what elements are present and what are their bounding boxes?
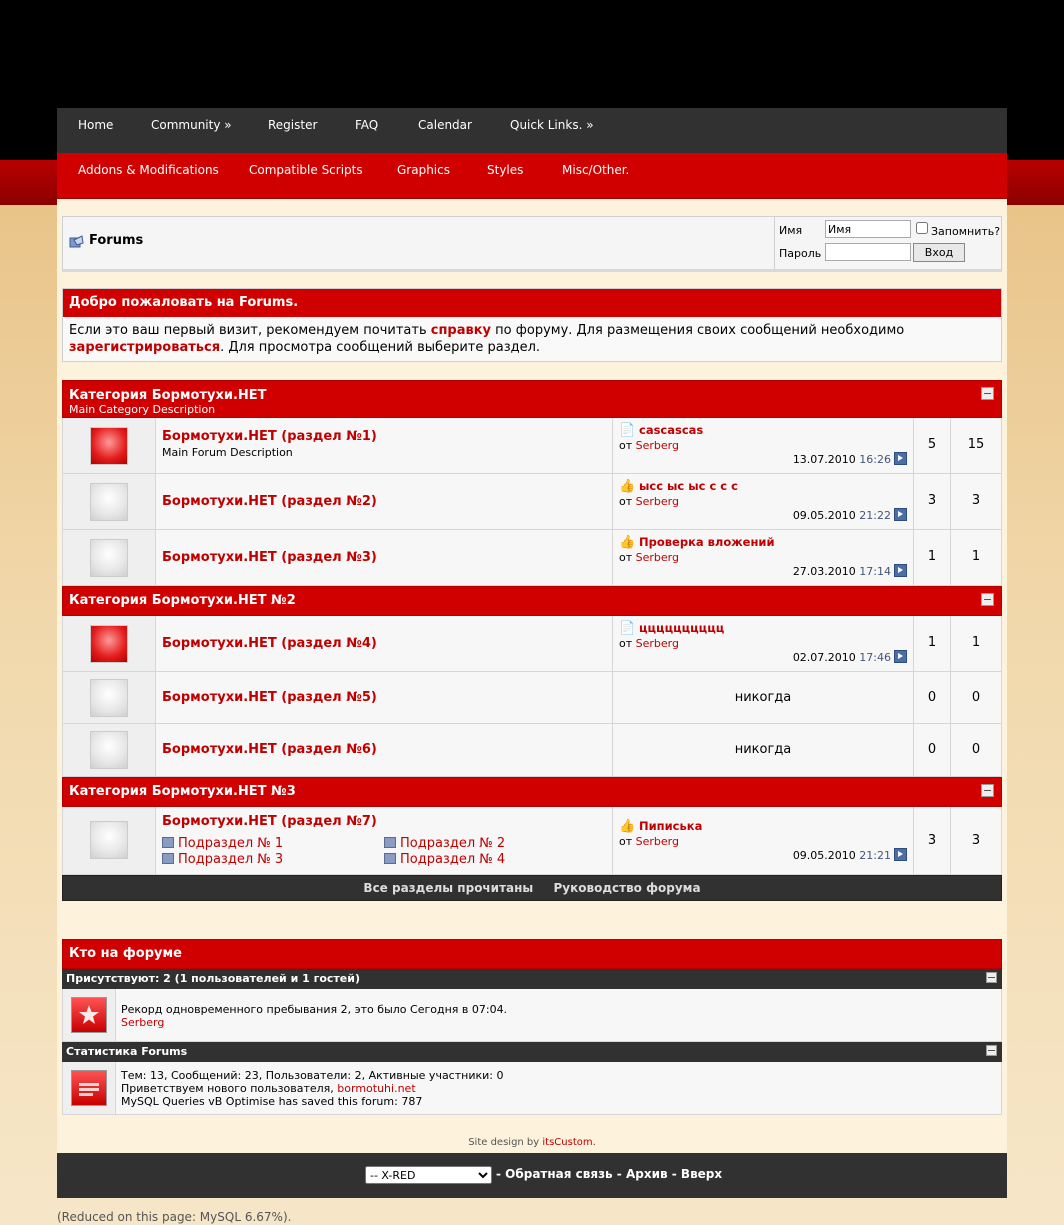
- design-credit: [57, 1137, 1007, 1148]
- nav-quick-links[interactable]: Quick Links. »: [510, 118, 594, 132]
- nav-community[interactable]: Community »: [151, 118, 232, 132]
- mark-all-read-link[interactable]: Все разделы прочитаны: [363, 881, 534, 895]
- last-post-title[interactable]: cascascas: [639, 423, 704, 437]
- star-icon: [71, 997, 107, 1033]
- forum-title-cell: [156, 724, 613, 776]
- by-label: от: [619, 835, 636, 848]
- last-post-date: [793, 508, 907, 522]
- welcome-text-part: по форуму. Для размещения своих сообщений необходимо: [491, 323, 905, 338]
- thread-count: 3: [927, 493, 937, 508]
- last-post-date: [793, 848, 907, 862]
- forum-list: [62, 380, 1002, 901]
- thread-count: 1: [927, 635, 937, 650]
- forum-row: [62, 530, 1002, 586]
- welcome-box: [62, 288, 1002, 362]
- last-post-author: [619, 551, 679, 564]
- forum-no-new-posts-icon: [90, 539, 128, 577]
- last-post-title[interactable]: Пиписька: [639, 819, 703, 833]
- credit-link[interactable]: itsCustom.: [542, 1137, 596, 1148]
- author-link[interactable]: Serberg: [635, 551, 679, 564]
- password-input[interactable]: [825, 243, 911, 261]
- subforum-label: Подраздел № 4: [400, 852, 506, 867]
- forum-link[interactable]: Бормотухи.НЕТ (раздел №7): [162, 814, 377, 829]
- forum-row: [62, 616, 1002, 672]
- last-post-date: [793, 650, 907, 664]
- forum-title-cell: [156, 616, 613, 671]
- go-to-last-post-icon[interactable]: [894, 848, 907, 861]
- category-description: Main Category Description: [69, 403, 216, 416]
- thumbs-up-icon: 👍: [619, 819, 636, 834]
- welcome-title: Добро пожаловать на Forums.: [63, 289, 1001, 317]
- thread-count: 3: [927, 833, 937, 848]
- forum-new-posts-icon: [90, 427, 128, 465]
- posts-cell: [951, 672, 1001, 723]
- forum-row: [62, 724, 1002, 777]
- nav-calendar[interactable]: Calendar: [418, 118, 472, 132]
- subforum-link[interactable]: [162, 836, 283, 851]
- stats-row: [62, 1062, 1002, 1115]
- date: 09.05.2010: [792, 849, 856, 862]
- last-post-title[interactable]: Проверка вложений: [639, 535, 775, 549]
- forum-status-cell: [63, 724, 156, 776]
- posts-cell: [951, 418, 1001, 473]
- breadcrumb-bar: [62, 216, 1002, 272]
- footer-links[interactable]: - Обратная связь - Архив - Вверх: [496, 1167, 723, 1181]
- post-count: 1: [971, 549, 981, 564]
- online-users-link[interactable]: Присутствуют: 2 (1 пользователей и 1 гостей): [66, 972, 360, 985]
- go-to-last-post-icon[interactable]: [894, 650, 907, 663]
- forum-no-new-posts-icon: [90, 821, 128, 859]
- collapse-icon[interactable]: [981, 387, 994, 400]
- document-icon: 📄: [619, 621, 636, 636]
- time: 17:46: [859, 651, 891, 664]
- time: 17:14: [859, 565, 891, 578]
- last-post-cell: [613, 418, 914, 473]
- remember-label: Запомнить?: [931, 225, 1001, 238]
- category-title[interactable]: Категория Бормотухи.НЕТ: [69, 388, 267, 403]
- subforum-link[interactable]: [384, 852, 505, 867]
- post-count: 15: [967, 437, 985, 452]
- threads-cell: [914, 474, 951, 529]
- nav-home[interactable]: Home: [78, 118, 114, 132]
- subforum-icon: [162, 853, 174, 864]
- thread-count: 0: [927, 742, 937, 757]
- last-post-author: [619, 835, 679, 848]
- forum-status-cell: [63, 418, 156, 473]
- thread-count: 0: [927, 690, 937, 705]
- post-count: 1: [971, 635, 981, 650]
- last-post-cell: [613, 724, 914, 776]
- post-count: 3: [971, 493, 981, 508]
- forum-status-cell: [63, 530, 156, 585]
- posts-cell: [951, 474, 1001, 529]
- welcome-text-part: . Для просмотра сообщений выберите раздел.: [220, 340, 541, 355]
- forum-link[interactable]: Бормотухи.НЕТ (раздел №5): [162, 690, 377, 705]
- thread-count: 1: [927, 549, 937, 564]
- page-title[interactable]: Forums: [89, 233, 144, 248]
- last-post-cell: [613, 807, 914, 874]
- author-link[interactable]: Serberg: [635, 637, 679, 650]
- nav-addons[interactable]: Addons & Modifications: [78, 163, 219, 177]
- forum-title-cell: [156, 672, 613, 723]
- nav-graphics[interactable]: Graphics: [397, 163, 450, 177]
- record-text: Рекорд одновременного пребывания 2, это было Сегодня в 07:04.: [121, 1003, 508, 1016]
- subforum-label: Подраздел № 1: [178, 836, 284, 851]
- credit-prefix: Site design by: [468, 1137, 543, 1148]
- threads-cell: [914, 807, 951, 874]
- style-chooser-select[interactable]: [365, 1166, 492, 1184]
- online-users-header: [62, 969, 1002, 989]
- last-post-title[interactable]: ысс ыс ыс с с с: [639, 479, 738, 493]
- last-post-cell: [613, 474, 914, 529]
- by-label: от: [619, 439, 636, 452]
- forum-no-new-posts-icon: [90, 483, 128, 521]
- stats-line: Тем: 13, Сообщений: 23, Пользователи: 2, Активные участники: 0: [121, 1069, 504, 1082]
- help-link[interactable]: справку: [430, 323, 492, 338]
- last-post-author: [619, 495, 679, 508]
- nav-misc[interactable]: Misc/Other.: [562, 163, 630, 177]
- never-label: никогда: [734, 742, 792, 757]
- category-title[interactable]: Категория Бормотухи.НЕТ №2: [69, 593, 296, 608]
- subforum-icon: [384, 853, 396, 864]
- document-icon: 📄: [619, 423, 636, 438]
- forum-link[interactable]: Бормотухи.НЕТ (раздел №4): [162, 636, 377, 651]
- page-wrapper: [57, 108, 1007, 1198]
- last-post-title[interactable]: цццццццццц: [639, 621, 725, 635]
- main-navbar: [57, 108, 1007, 153]
- category-header: [62, 777, 1002, 807]
- threads-cell: [914, 530, 951, 585]
- nav-compatible-scripts[interactable]: Compatible Scripts: [249, 163, 363, 177]
- subforum-icon: [162, 837, 174, 848]
- by-label: от: [619, 551, 636, 564]
- queries-line: MySQL Queries vB Optimise has saved this forum: 787: [121, 1095, 423, 1108]
- newest-user-line: [121, 1082, 503, 1095]
- last-post-date: [793, 452, 907, 466]
- newest-user-link[interactable]: bormotuhi.net: [337, 1082, 416, 1095]
- go-to-last-post-icon[interactable]: [894, 564, 907, 577]
- forum-no-new-posts-icon: [90, 731, 128, 769]
- last-post-author: [619, 637, 679, 650]
- never-label: никогда: [734, 690, 792, 705]
- subforum-label: Подраздел № 2: [400, 836, 506, 851]
- last-post-author: [619, 439, 679, 452]
- forum-status-cell: [63, 672, 156, 723]
- subforum-icon: [384, 837, 396, 848]
- forum-title-cell: [156, 530, 613, 585]
- forum-status-cell: [63, 616, 156, 671]
- forum-link[interactable]: Бормотухи.НЕТ (раздел №6): [162, 742, 377, 757]
- welcome-text-part: Если это ваш первый визит, рекомендуем почитать: [69, 323, 431, 338]
- time: 16:26: [859, 453, 891, 466]
- thread-count: 5: [927, 437, 937, 452]
- stats-text: [121, 1069, 503, 1108]
- nav-faq[interactable]: FAQ: [355, 118, 379, 132]
- thumbs-up-icon: 👍: [619, 479, 636, 494]
- go-to-last-post-icon[interactable]: [894, 452, 907, 465]
- forum-no-new-posts-icon: [90, 679, 128, 717]
- forum-home-icon[interactable]: [69, 235, 84, 248]
- subforum-link[interactable]: [162, 852, 283, 867]
- date: 09.05.2010: [792, 509, 856, 522]
- online-users-row: [62, 989, 1002, 1042]
- forum-title-cell: [156, 418, 613, 473]
- posts-cell: [951, 616, 1001, 671]
- reduced-stats-text: (Reduced on this page: MySQL 6.67%).: [57, 1210, 292, 1224]
- stats-icon: [71, 1070, 107, 1106]
- password-label: Пароль: [779, 247, 822, 260]
- threads-cell: [914, 418, 951, 473]
- whos-online-title[interactable]: Кто на форуме: [62, 939, 1002, 969]
- posts-cell: [951, 530, 1001, 585]
- post-count: 0: [971, 742, 981, 757]
- collapse-icon[interactable]: [981, 784, 994, 797]
- date: 27.03.2010: [792, 565, 856, 578]
- last-post-date: [793, 564, 907, 578]
- post-count: 0: [971, 690, 981, 705]
- welcome-text: [63, 317, 1001, 361]
- subforum-label: Подраздел № 3: [178, 852, 284, 867]
- go-to-last-post-icon[interactable]: [894, 508, 907, 521]
- online-users-text: [121, 1003, 507, 1029]
- category-title[interactable]: Категория Бормотухи.НЕТ №3: [69, 784, 296, 799]
- forum-row: [62, 418, 1002, 474]
- by-label: от: [619, 637, 636, 650]
- author-link[interactable]: Serberg: [635, 495, 679, 508]
- online-icon-cell: [63, 989, 116, 1041]
- by-label: от: [619, 495, 636, 508]
- register-link[interactable]: зарегистрироваться: [69, 340, 221, 355]
- newest-user-label: Приветствуем нового пользователя,: [121, 1082, 338, 1095]
- login-button[interactable]: Вход: [913, 243, 965, 262]
- stats-shape: [72, 1071, 106, 1105]
- collapse-icon[interactable]: [986, 972, 997, 983]
- last-post-cell: [613, 616, 914, 671]
- forum-row: [62, 672, 1002, 724]
- username-label: Имя: [779, 224, 803, 237]
- nav-styles[interactable]: Styles: [487, 163, 524, 177]
- last-post-cell: [613, 530, 914, 585]
- forum-footer-bar: [62, 875, 1002, 901]
- time: 21:21: [859, 849, 891, 862]
- forum-new-posts-icon: [90, 625, 128, 663]
- last-post-cell: [613, 672, 914, 723]
- date: 02.07.2010: [792, 651, 856, 664]
- posts-cell: [951, 724, 1001, 776]
- forum-row: [62, 807, 1002, 875]
- login-form: [774, 217, 1002, 269]
- forum-description: Main Forum Description: [162, 446, 293, 459]
- threads-cell: [914, 724, 951, 776]
- username-input[interactable]: [825, 220, 911, 238]
- forum-row: [62, 474, 1002, 530]
- thumbs-up-icon: 👍: [619, 535, 636, 550]
- bottom-bar: [57, 1153, 1007, 1198]
- author-link[interactable]: Serberg: [635, 439, 679, 452]
- forum-link[interactable]: Бормотухи.НЕТ (раздел №2): [162, 494, 377, 509]
- forum-status-cell: [63, 474, 156, 529]
- collapse-icon[interactable]: [981, 593, 994, 606]
- date: 13.07.2010: [792, 453, 856, 466]
- category-header: [62, 380, 1002, 418]
- post-count: 3: [971, 833, 981, 848]
- stats-title: Статистика Forums: [66, 1045, 188, 1058]
- remember-checkbox[interactable]: [916, 222, 928, 234]
- stats-header: [62, 1042, 1002, 1062]
- online-user-link[interactable]: Serberg: [121, 1016, 165, 1029]
- author-link[interactable]: Serberg: [635, 835, 679, 848]
- star-shape: [72, 998, 106, 1032]
- category-header: [62, 586, 1002, 616]
- forum-title-cell: [156, 474, 613, 529]
- forum-guide-link[interactable]: Руководство форума: [553, 881, 701, 895]
- stats-icon-cell: [63, 1062, 116, 1114]
- time: 21:22: [859, 509, 891, 522]
- forum-status-cell: [63, 807, 156, 874]
- nav-register[interactable]: Register: [268, 118, 318, 132]
- sub-navbar: [57, 153, 1007, 199]
- threads-cell: [914, 672, 951, 723]
- whos-online-box: [62, 939, 1002, 1115]
- posts-cell: [951, 807, 1001, 874]
- forum-link[interactable]: Бормотухи.НЕТ (раздел №3): [162, 550, 377, 565]
- forum-link[interactable]: Бормотухи.НЕТ (раздел №1): [162, 429, 377, 444]
- subforum-link[interactable]: [384, 836, 505, 851]
- forum-title-cell: [156, 807, 613, 874]
- collapse-icon[interactable]: [986, 1045, 997, 1056]
- threads-cell: [914, 616, 951, 671]
